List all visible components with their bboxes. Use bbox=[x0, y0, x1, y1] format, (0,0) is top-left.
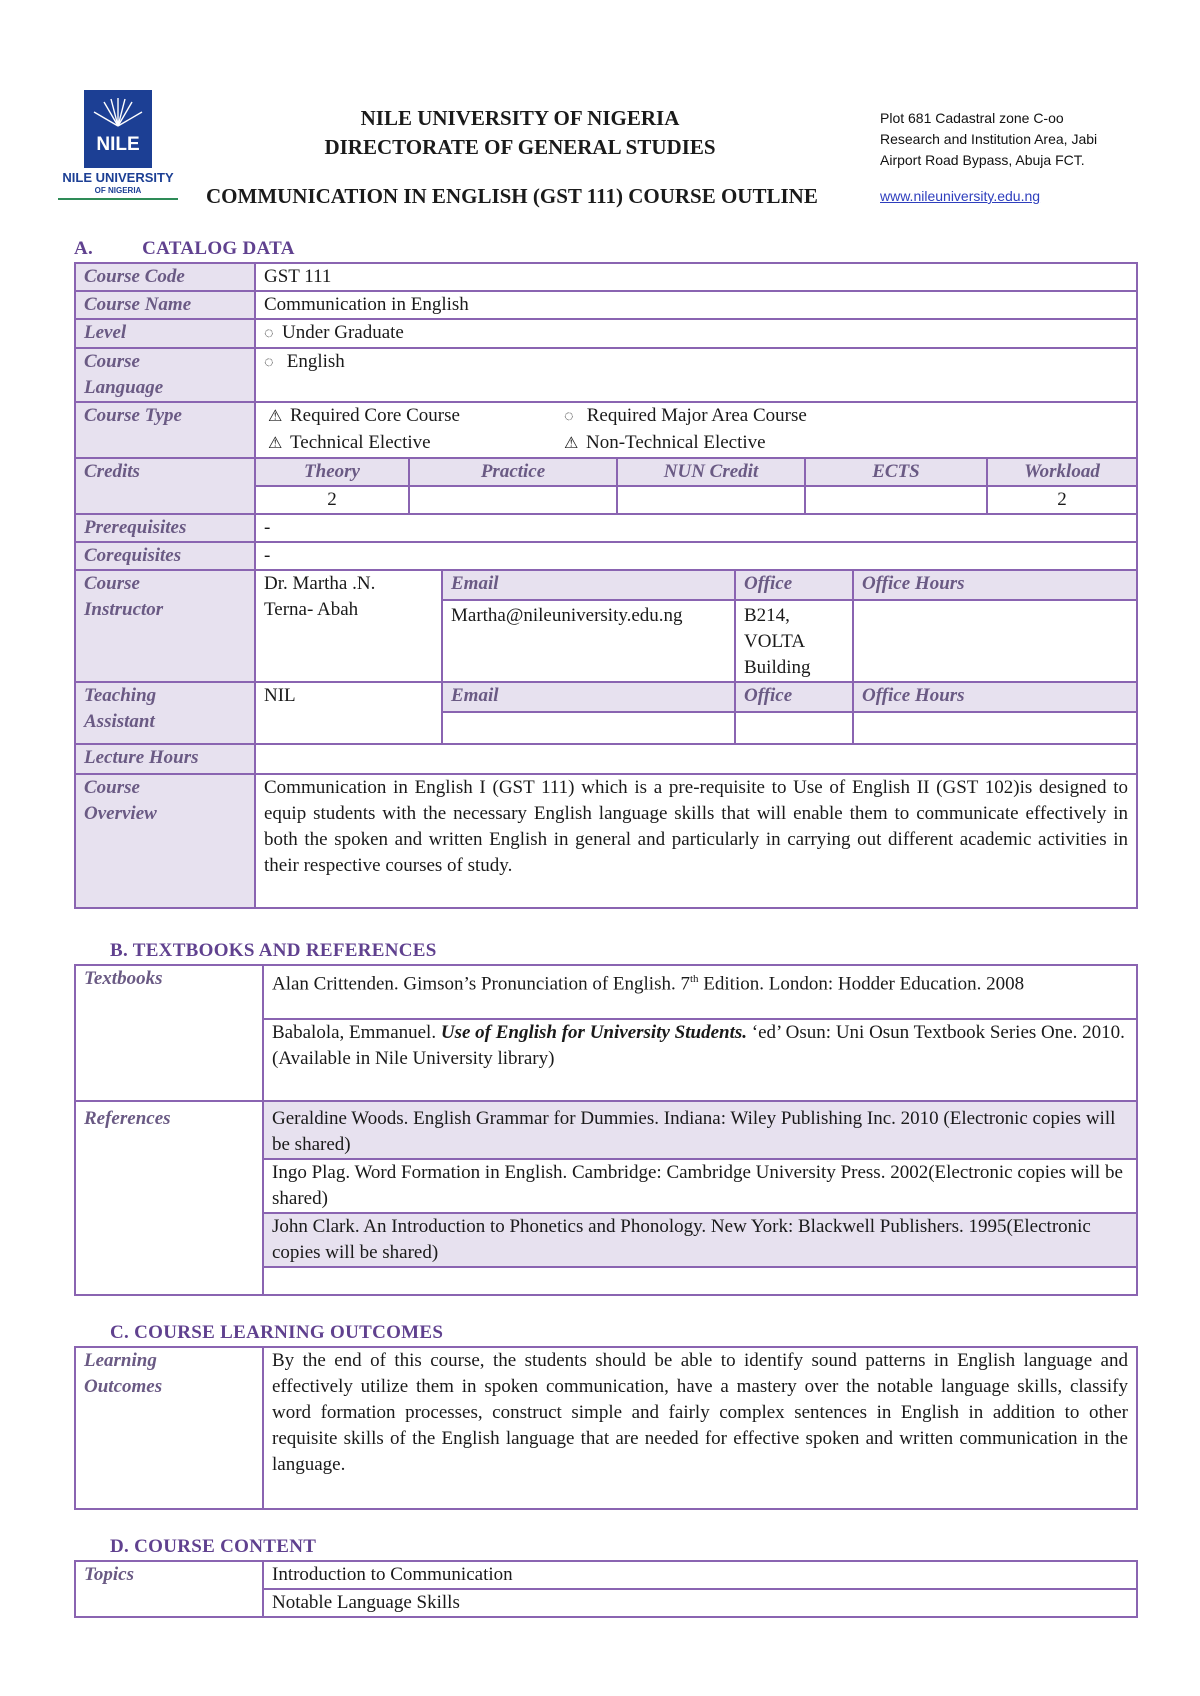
credit-header-practice: Practice bbox=[409, 458, 617, 486]
course-name-label: Course Name bbox=[75, 291, 255, 319]
ta-hours-label: Office Hours bbox=[853, 682, 1137, 712]
office-line: B214, bbox=[744, 605, 790, 626]
textbooks-table bbox=[74, 964, 1138, 1296]
section-a-title: CATALOG DATA bbox=[142, 238, 295, 259]
radio-icon: ◌ bbox=[564, 408, 574, 425]
corequisites-label: Corequisites bbox=[75, 542, 255, 570]
ta-office-label: Office bbox=[735, 682, 853, 712]
university-name: NILE UNIVERSITY OF NIGERIA bbox=[360, 106, 680, 130]
option-label: Technical Elective bbox=[290, 432, 431, 453]
textbook-text: Alan Crittenden. Gimson’s Pronunciation of English. 7 bbox=[272, 973, 690, 995]
option-label: Required Major Area Course bbox=[586, 405, 807, 426]
directorate-name: DIRECTORATE OF GENERAL STUDIES bbox=[324, 135, 716, 159]
office-line: Building bbox=[744, 657, 811, 678]
section-b-heading: B. TEXTBOOKS AND REFERENCES bbox=[110, 940, 437, 961]
office-line: VOLTA bbox=[744, 631, 806, 652]
instructor-name bbox=[255, 570, 442, 682]
reference-item: Geraldine Woods. English Grammar for Dummies. Indiana: Wiley Publishing Inc. 2010 (Electronic copies will be shared) bbox=[263, 1101, 1137, 1159]
option-label: Required Core Course bbox=[290, 405, 460, 426]
language-radio-icon[interactable]: ◌ bbox=[264, 354, 274, 371]
learning-outcomes-label bbox=[75, 1347, 263, 1509]
address-line: Research and Institution Area, Jabi bbox=[880, 131, 1098, 147]
logo-badge-text: NILE bbox=[96, 134, 140, 155]
instructor-hours-label: Office Hours bbox=[853, 570, 1137, 600]
references-label: References bbox=[75, 1101, 263, 1295]
course-language-cell bbox=[255, 348, 1137, 402]
credit-header-nun: NUN Credit bbox=[617, 458, 805, 486]
instructor-email[interactable]: Martha@nileuniversity.edu.ng bbox=[442, 600, 735, 682]
label-line: Teaching bbox=[84, 685, 157, 706]
course-type-option[interactable] bbox=[268, 403, 564, 430]
textbook-title: Use of English for University Students. bbox=[440, 1022, 747, 1043]
ta-office-hours bbox=[853, 712, 1137, 744]
prerequisites-value: - bbox=[255, 514, 1137, 542]
textbook-item bbox=[263, 965, 1137, 1019]
credit-value-practice bbox=[409, 486, 617, 514]
teaching-assistant-label bbox=[75, 682, 255, 744]
course-overview-text: Communication in English I (GST 111) which is a pre-requisite to Use of English II (GST 102)is designed to equip students with the necessary English language skills that will enable them to communicate effectively in both the spoken and written English in general and particularly in carrying out different academic activities in their respective courses of study. bbox=[255, 774, 1137, 908]
lecture-hours-label: Lecture Hours bbox=[75, 744, 255, 774]
instructor-office-label: Office bbox=[735, 570, 853, 600]
option-label: Non-Technical Elective bbox=[586, 432, 766, 453]
section-c-heading: C. COURSE LEARNING OUTCOMES bbox=[110, 1322, 444, 1343]
ta-email bbox=[442, 712, 735, 744]
instructor-office-hours bbox=[853, 600, 1137, 682]
course-type-option[interactable] bbox=[564, 430, 766, 457]
credit-header-workload: Workload bbox=[987, 458, 1137, 486]
label-line: Course bbox=[84, 777, 140, 798]
reference-item: John Clark. An Introduction to Phonetics and Phonology. New York: Blackwell Publishers. 1995(Electronic copies will be shared) bbox=[263, 1213, 1137, 1267]
level-cell bbox=[255, 319, 1137, 348]
textbooks-label: Textbooks bbox=[75, 965, 263, 1101]
label-line: Course bbox=[84, 351, 140, 372]
course-type-option[interactable] bbox=[268, 430, 564, 457]
nile-university-logo bbox=[56, 86, 184, 202]
credit-header-ects: ECTS bbox=[805, 458, 987, 486]
learning-outcomes-text: By the end of this course, the students should be able to identify sound patterns in English language and effectively utilize them in spoken communication, have a mastery over the notable language skills, classify word formation processes, construct simple and fairly complex sentences in English in addition to other requisite skills of the English language that are needed for effective spoken and written communication in the language. bbox=[263, 1347, 1137, 1509]
name-line: Dr. Martha .N. bbox=[264, 573, 376, 594]
label-line: Assistant bbox=[84, 711, 155, 732]
content-table bbox=[74, 1560, 1138, 1618]
course-code-value: GST 111 bbox=[255, 263, 1137, 291]
credit-header-theory: Theory bbox=[255, 458, 409, 486]
prerequisites-label: Prerequisites bbox=[75, 514, 255, 542]
label-line: Learning bbox=[84, 1350, 157, 1371]
course-type-option[interactable] bbox=[564, 403, 807, 430]
lecture-hours-value bbox=[255, 744, 1137, 774]
ta-email-label: Email bbox=[442, 682, 735, 712]
course-type-label: Course Type bbox=[75, 402, 255, 458]
topics-label: Topics bbox=[75, 1561, 263, 1617]
course-type-row bbox=[268, 430, 1128, 457]
logo-sub: OF NIGERIA bbox=[94, 186, 142, 195]
credit-value-ects bbox=[805, 486, 987, 514]
logo-name: NILE UNIVERSITY bbox=[62, 170, 174, 185]
section-a-heading bbox=[74, 238, 295, 260]
website-link[interactable]: www.nileuniversity.edu.ng bbox=[880, 188, 1041, 204]
warning-icon: ⚠ bbox=[268, 435, 283, 452]
textbook-item bbox=[263, 1019, 1137, 1101]
instructor-email-label: Email bbox=[442, 570, 735, 600]
textbook-superscript: th bbox=[689, 973, 699, 985]
warning-icon: ⚠ bbox=[564, 435, 579, 452]
textbook-text: Edition. London: Hodder Education. 2008 bbox=[698, 973, 1025, 995]
catalog-table bbox=[74, 262, 1138, 909]
credits-label: Credits bbox=[75, 458, 255, 514]
university-address bbox=[880, 108, 1097, 171]
level-label: Level bbox=[75, 319, 255, 348]
course-type-row bbox=[268, 403, 1128, 430]
level-value: Under Graduate bbox=[282, 322, 404, 343]
label-line: Instructor bbox=[84, 599, 164, 620]
credit-value-nun bbox=[617, 486, 805, 514]
textbook-text: ‘ed’ Osun: Uni Osun Textbook Series One. 2010. (Available in Nile University library) bbox=[272, 1022, 1125, 1069]
label-line: Outcomes bbox=[84, 1376, 163, 1397]
course-overview-label bbox=[75, 774, 255, 908]
name-line: Terna- Abah bbox=[264, 599, 359, 620]
instructor-office bbox=[735, 600, 853, 682]
address-line: Plot 681 Cadastral zone C-oo bbox=[880, 110, 1064, 126]
level-radio-icon[interactable]: ◌ bbox=[264, 325, 274, 342]
section-a-letter: A. bbox=[74, 238, 94, 259]
label-line: Language bbox=[84, 377, 164, 398]
credit-value-workload: 2 bbox=[987, 486, 1137, 514]
topic-item: Introduction to Communication bbox=[263, 1561, 1137, 1589]
textbook-text: Babalola, Emmanuel. bbox=[272, 1022, 441, 1043]
reference-item-empty bbox=[263, 1267, 1137, 1295]
header-title-block bbox=[200, 104, 840, 162]
address-line: Airport Road Bypass, Abuja FCT. bbox=[880, 152, 1085, 168]
section-d-heading: D. COURSE CONTENT bbox=[110, 1536, 317, 1557]
credit-value-theory: 2 bbox=[255, 486, 409, 514]
corequisites-value: - bbox=[255, 542, 1137, 570]
ta-office bbox=[735, 712, 853, 744]
course-language-label bbox=[75, 348, 255, 402]
teaching-assistant-name: NIL bbox=[255, 682, 442, 744]
label-line: Overview bbox=[84, 803, 157, 824]
warning-icon: ⚠ bbox=[268, 408, 283, 425]
course-name-value: Communication in English bbox=[255, 291, 1137, 319]
course-language-value: English bbox=[286, 351, 345, 372]
label-line: Course bbox=[84, 573, 140, 594]
course-instructor-label bbox=[75, 570, 255, 682]
course-type-cell bbox=[255, 402, 1137, 458]
outcomes-table bbox=[74, 1346, 1138, 1510]
course-outline-title: COMMUNICATION IN ENGLISH (GST 111) COURSE OUTLINE bbox=[206, 184, 818, 208]
course-code-label: Course Code bbox=[75, 263, 255, 291]
topic-item: Notable Language Skills bbox=[263, 1589, 1137, 1617]
reference-item: Ingo Plag. Word Formation in English. Cambridge: Cambridge University Press. 2002(Electronic copies will be shared) bbox=[263, 1159, 1137, 1213]
